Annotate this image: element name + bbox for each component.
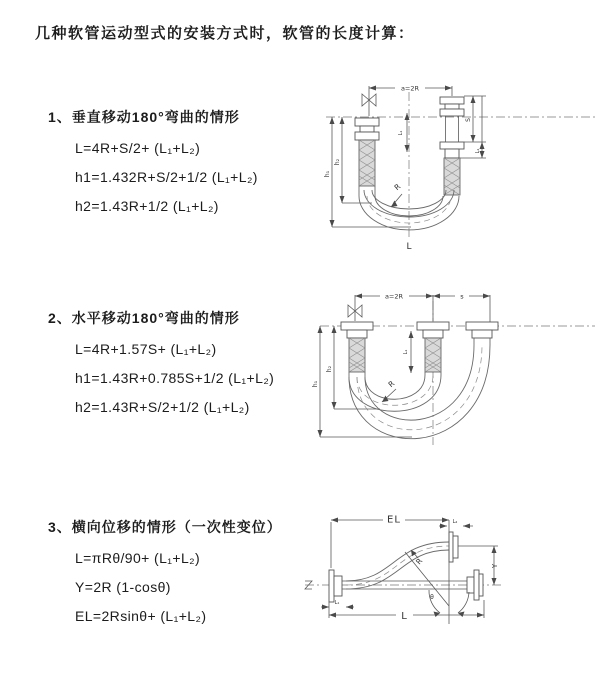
middle-braided-hose [425,338,441,372]
section-3 [48,517,282,624]
dim-label-r: R [413,556,425,567]
dimension-arrows [330,86,485,228]
formula-line: L=4R+S/2+ (L₁+L₂) [75,140,201,156]
formula-line: L=4R+1.57S+ (L₁+L₂) [75,341,217,357]
dim-label-s: s [460,292,464,301]
section-1-heading: 1、垂直移动180°弯曲的情形 [48,109,240,125]
formula-line: Y=2R (1-cosθ) [75,579,171,595]
formula-line: L=πRθ/90+ (L₁+L₂) [75,550,201,566]
dim-label-r: R [386,378,397,390]
dim-label-l1: L₁ [334,600,340,606]
dim-label-theta: θ [430,594,434,601]
dim-label-h1: h₁ [312,380,319,388]
upper-flange [449,532,458,562]
dim-label-l1: L₁ [403,349,409,355]
section-3-heading: 3、横向位移的情形（一次性变位） [48,519,282,535]
right-pipe [446,116,459,142]
formula-line: h2=1.43R+S/2+1/2 (L₁+L₂) [75,399,250,415]
middle-flange [417,322,449,338]
dimension-arrows [318,294,491,438]
formula-line: h1=1.432R+S/2+1/2 (L₁+L₂) [75,169,258,185]
dim-label-l: L [406,242,412,252]
section-2 [48,308,274,415]
dim-label-y: Y [491,563,499,569]
s-curve-hose [346,542,449,589]
formula-line: h2=1.43R+1/2 (L₁+L₂) [75,198,219,214]
page-title: 几种软管运动型式的安装方式时，软管的长度计算： [35,25,415,42]
left-flange [341,322,373,338]
left-braided-hose [359,140,375,186]
left-braided-hose [349,338,365,372]
dim-label-h2: h₂ [334,158,341,166]
right-flange-lower [440,142,464,158]
formula-line: h1=1.43R+0.785S+1/2 (L₁+L₂) [75,370,275,386]
diagram-lateral-displacement [301,506,599,646]
section-2-heading: 2、水平移动180°弯曲的情形 [48,310,240,326]
dimension-arrows [322,518,497,618]
dim-label-l1-right: L₁ [475,148,481,154]
dim-label-l: L [401,611,407,622]
dim-label-l1-left: L₁ [398,130,404,136]
diagram-horizontal-180-bend [312,289,600,459]
left-flange [355,118,379,140]
right-flange [467,570,483,600]
dim-label-l2: L₂ [452,519,458,525]
dim-label-r: R [392,181,403,193]
right-flange-upper [440,97,464,116]
dim-label-a2r: a=2R [384,292,404,301]
dimension-lines [321,520,498,624]
left-flange [329,570,342,602]
dim-label-a2r: a=2R [400,84,420,93]
dim-label-h2: h₂ [326,365,333,373]
dim-label-h1: h₁ [324,170,331,178]
diagram-vertical-180-bend [312,78,600,255]
right-flange [466,322,498,338]
dim-label-s: S [465,118,472,122]
right-braided-hose [444,158,460,195]
formula-line: EL=2Rsinθ+ (L₁+L₂) [75,608,207,624]
dim-label-el: EL [387,514,401,526]
section-1 [48,107,258,214]
u-bend-hose-curves [349,338,490,439]
